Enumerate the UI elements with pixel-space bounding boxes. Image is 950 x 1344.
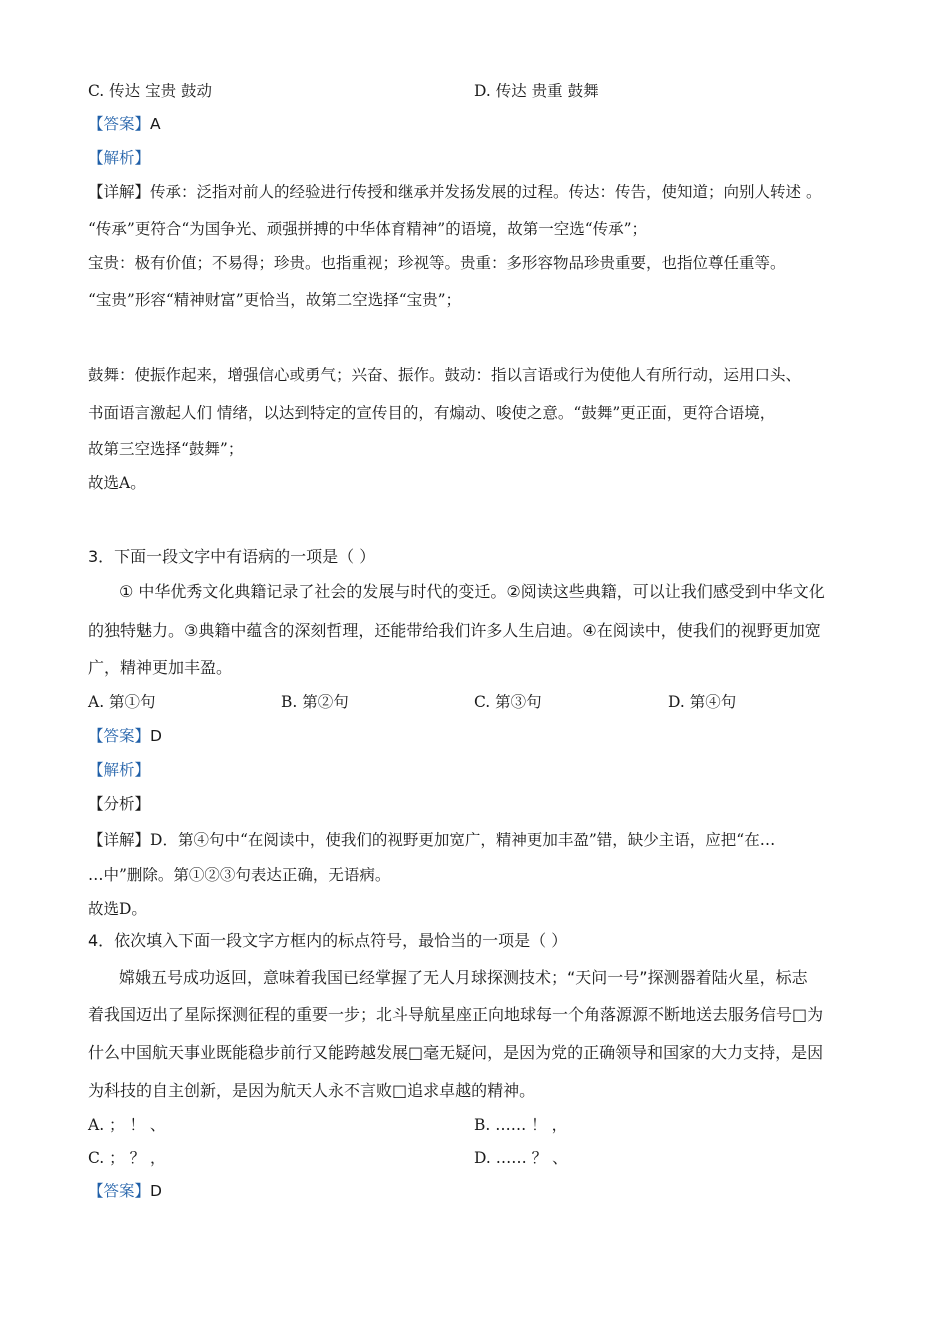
q4-stem: 4．依次填入下面一段文字方框内的标点符号，最恰当的一项是（ ） [88, 931, 568, 950]
q3-detail-line-1 [88, 829, 775, 851]
answer-value: D [150, 727, 162, 745]
detail-text: D．第④句中“在阅读中，使我们的视野更加宽广，精神更加丰盈”错，缺少主语，应把“在… [150, 831, 776, 849]
q3-option-d: D. 第④句 [668, 693, 737, 711]
q3-analysis-tag-line [88, 759, 150, 781]
q3-fenxi-tag-line [88, 793, 150, 815]
answer-tag: 【答案】 [88, 115, 151, 133]
q3-passage-line-1: ① 中华优秀文化典籍记录了社会的发展与时代的变迁。②阅读这些典籍，可以让我们感受到中华文化 [119, 582, 825, 601]
detail-tag: 【详解】 [88, 183, 151, 201]
q2-option-d: D. 传达 贵重 鼓舞 [474, 82, 599, 100]
q4-option-a: A. ； ！ 、 [88, 1116, 166, 1134]
q4-passage-line-1: 嫦娥五号成功返回，意味着我国已经掌握了无人月球探测技术；“天问一号”探测器着陆火星，标志 [119, 968, 808, 987]
q3-option-a: A. 第①句 [88, 693, 156, 711]
q4-passage-line-3: 什么中国航天事业既能稳步前行又能跨越发展□毫无疑问，是因为党的正确领导和国家的大力支持，是因 [88, 1043, 824, 1062]
answer-value: A [150, 115, 161, 133]
analysis-tag: 【解析】 [88, 761, 151, 779]
q3-passage-line-3: 广，精神更加丰盈。 [88, 658, 233, 677]
q3-stem: 3．下面一段文字中有语病的一项是（ ） [88, 547, 376, 566]
q4-answer-line [88, 1180, 162, 1202]
q4-option-c: C. ； ？ ， [88, 1149, 166, 1167]
q4-option-b: B. …… ！ ， [474, 1116, 568, 1134]
answer-tag: 【答案】 [88, 1182, 151, 1200]
q3-conclusion: 故选D。 [88, 900, 147, 918]
q2-detail-line-1 [88, 181, 821, 203]
q2-answer-line [88, 113, 161, 135]
q4-passage-line-4: 为科技的自主创新，是因为航天人永不言败□追求卓越的精神。 [88, 1081, 536, 1100]
detail-tag: 【详解】 [88, 831, 151, 849]
fenxi-tag: 【分析】 [88, 795, 151, 813]
q4-passage-line-2: 着我国迈出了星际探测征程的重要一步；北斗导航星座正向地球每一个角落源源不断地送去服务信号□为 [88, 1005, 824, 1024]
answer-tag: 【答案】 [88, 727, 151, 745]
q3-answer-line [88, 725, 162, 747]
q2-detail-line-4: “宝贵”形容“精神财富”更恰当，故第二空选择“宝贵”； [88, 291, 462, 309]
answer-value: D [150, 1182, 162, 1200]
q2-analysis-tag-line [88, 147, 150, 169]
detail-text: 传承：泛指对前人的经验进行传授和继承并发扬发展的过程。传达：传告，使知道；向别人转述 。 [150, 183, 822, 201]
q3-detail-line-2: …中”删除。第①②③句表达正确，无语病。 [88, 866, 391, 884]
q2-conclusion: 故选A。 [88, 474, 146, 492]
q4-option-d: D. …… ？ 、 [474, 1149, 568, 1167]
q2-detail-line-7: 故第三空选择“鼓舞”； [88, 440, 244, 458]
analysis-tag: 【解析】 [88, 149, 151, 167]
q2-detail-line-5: 鼓舞：使振作起来，增强信心或勇气；兴奋、振作。鼓动：指以言语或行为使他人有所行动，运用口头、 [88, 366, 802, 384]
q2-detail-line-6: 书面语言激起人们 情绪，以达到特定的宣传目的，有煽动、唆使之意。“鼓舞”更正面，更符合语境， [88, 404, 776, 422]
q2-detail-line-3: 宝贵：极有价值；不易得；珍贵。也指重视；珍视等。贵重：多形容物品珍贵重要，也指位尊任重等。 [88, 254, 786, 272]
q2-option-c: C. 传达 宝贵 鼓动 [88, 82, 213, 100]
q3-passage-line-2: 的独特魅力。③典籍中蕴含的深刻哲理，还能带给我们许多人生启迪。④在阅读中，使我们的视野更加宽 [88, 621, 821, 640]
q3-option-c: C. 第③句 [474, 693, 542, 711]
q3-option-b: B. 第②句 [281, 693, 349, 711]
q2-detail-line-2: “传承”更符合“为国争光、顽强拼搏的中华体育精神”的语境，故第一空选“传承”； [88, 220, 648, 238]
